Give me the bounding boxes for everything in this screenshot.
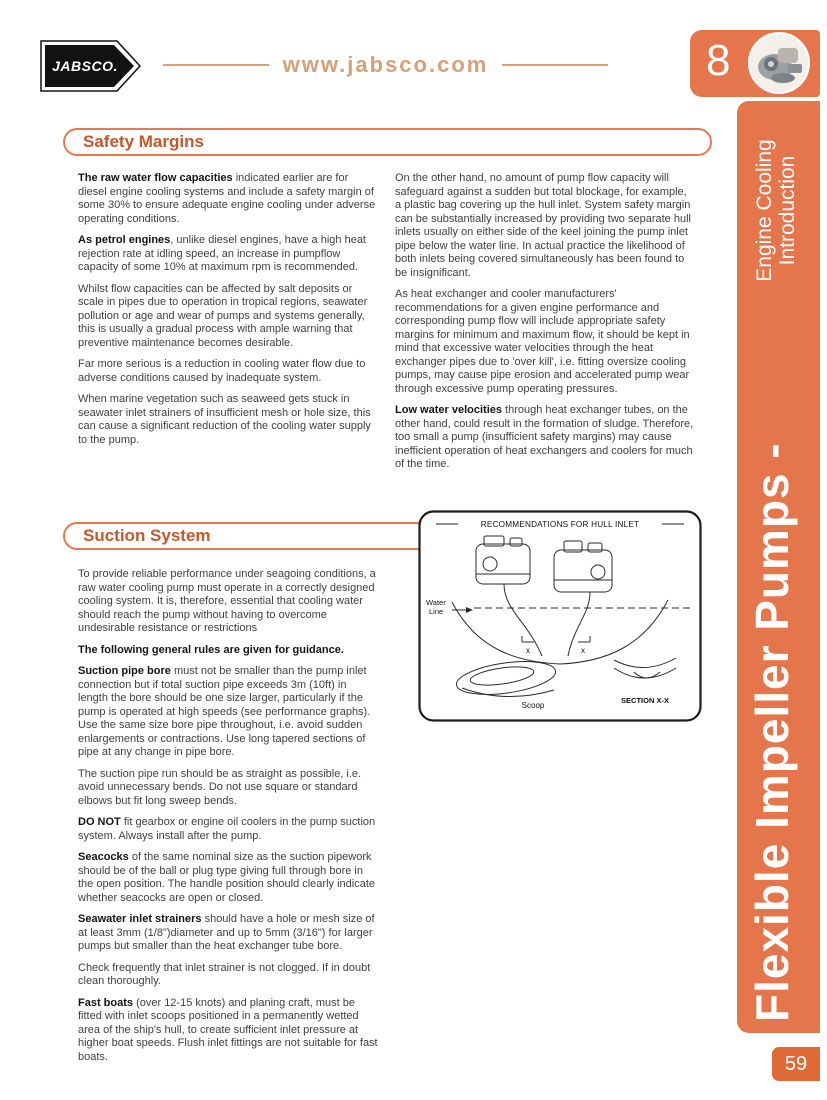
paragraph-text: Check frequently that inlet strainer is not clogged. If in doubt clean thoroughly. [78,961,371,987]
chapter-box [690,30,820,97]
paragraph [78,283,378,351]
paragraph-lead: Seawater inlet strainers [78,913,202,925]
paragraph [78,997,378,1065]
paragraph-text: When marine vegetation such as seaweed gets stuck in seawater inlet strainers of insufficient mesh or hole size, this can cause a significant reduction of the cooling water supply to the pump. [78,393,371,446]
paragraph-text: must not be smaller than the pump inlet connection but if total suction pipe exceeds 3m (10ft) in length the bore should be one size larger, particularly if the pump is operated at high speeds (see performance graphs). Use the same size bore pipe throughout, i.e. avoid sudden enlargements or contractions. Use long tapered sections of pipe at any change in pipe bore. [78,665,371,758]
section-header-safety [63,128,712,156]
paragraph-text: As heat exchanger and cooler manufacturers' recommendations for a given engine performance and corresponding pump flow will include appropriate safety margins for minimum and maximum flow, it should be kept in mind that excessive water velocities through the heat exchanger pipes due to 'over kill', i.e. fitting oversize cooling pumps, may cause pipe erosion and accelerated pump wear through excessive pump operating pressures. [395,288,690,395]
pump-photo [748,32,810,94]
safety-left-column [78,172,378,455]
paragraph-text: The suction pipe run should be as straight as possible, i.e. avoid unnecessary bends. Do not use square or standard elbows but fit long sweep bends. [78,767,362,807]
page-number-badge: 59 [772,1047,820,1081]
paragraph [78,962,378,989]
scoop-label: Scoop [521,701,545,710]
paragraph [78,851,378,905]
paragraph [78,644,378,658]
section-x-x-label: SECTION X-X [621,696,669,705]
paragraph-lead: DO NOT [78,816,121,828]
jabsco-logo-text: JABSCO. [52,58,118,74]
paragraph [395,288,695,396]
sidebar-title: Flexible Impeller Pumps - [746,442,798,1022]
paragraph [78,665,378,760]
paragraph [395,404,695,472]
pump-photo-icon [750,34,808,92]
paragraph [78,358,378,385]
paragraph-text: Far more serious is a reduction in cooling water flow due to adverse conditions caused by inadequate system. [78,358,366,384]
x-marker-left: x [526,646,530,655]
paragraph-text: , unlike diesel engines, have a high heat rejection rate at idling speed, an increase in pumpflow capacity of some 10% at maximum rpm is recommended. [78,234,366,273]
paragraph-text: through heat exchanger tubes, on the other hand, could result in the formation of sludge. Therefore, too small a pump (insufficient safety margins) may cause inefficient operation of heat exchangers and coolers for much of the time. [395,404,694,470]
paragraph-text: indicated earlier are for diesel engine cooling systems and include a safety margin of some 30% to ensure adequate engine cooling under adverse operating conditions. [78,172,376,225]
paragraph [78,568,378,636]
sidebar-subtitle-line2: Introduction [776,155,799,266]
paragraph-lead: As petrol engines [78,234,171,246]
water-line-label-1: Water [426,598,446,607]
paragraph [78,393,378,447]
suction-left-column [78,568,378,1072]
paragraph-lead: The raw water flow capacities [78,172,233,184]
paragraph-lead: The following general rules are given for guidance. [78,643,344,656]
water-line-label-2: Line [429,607,444,616]
safety-right-column [395,172,695,480]
website-row [163,52,608,78]
paragraph-text: To provide reliable performance under seagoing conditions, a raw water cooling pump must operate in a correctly designed cooling system. It is, therefore, essential that cooling water should reach the pump without having to overcome undesirable resistance or restrictions [78,568,376,634]
sidebar-subtitle-line1: Engine Cooling [753,139,776,282]
website-rule-right [502,64,608,66]
paragraph-text: of the same nominal size as the suction pipework should be of the ball or plug type giving full through bore in the open position. The handle position should clearly indicate whether seacocks are open or closed. [78,851,375,904]
paragraph [395,172,695,280]
website-text: www.jabsco.com [282,52,489,77]
paragraph [78,768,378,809]
x-marker-right: x [581,646,585,655]
paragraph-text: Whilst flow capacities can be affected by salt deposits or scale in pipes due to operation in tropical regions, seawater pollution or age and wear of pumps and systems generally, this is usually a gradual process with ample warning that preventive maintenance becomes desirable. [78,282,368,349]
section-title-suction: Suction System [83,526,211,545]
paragraph-text: (over 12-15 knots) and planing craft, must be fitted with inlet scoops positioned in a permanently wetted area of the ship's hull, to create sufficient inlet pressure at higher boat speeds. Flush inlet fittings are not suitable for fast boats. [78,996,378,1063]
hull-inlet-diagram-drawing [418,510,702,722]
paragraph-lead: Seacocks [78,851,129,863]
hull-inlet-diagram [418,510,702,722]
paragraph [78,172,378,226]
website-rule-left [163,64,269,66]
paragraph-lead: Low water velocities [395,404,502,416]
jabsco-logo [40,40,142,92]
paragraph-lead: Suction pipe bore [78,665,171,677]
section-header-suction [63,522,431,550]
paragraph [78,234,378,275]
diagram-title: RECOMMENDATIONS FOR HULL INLET [480,520,640,529]
jabsco-logo-icon [40,40,142,92]
section-title-safety: Safety Margins [83,132,204,151]
paragraph [78,913,378,954]
sidebar-subtitle [753,103,799,318]
paragraph-lead: Fast boats [78,996,134,1009]
paragraph-text: should have a hole or mesh size of at least 3mm (1/8")diameter and up to 5mm (3/16") for larger pumps but smaller than the heat exchanger tube bore. [78,913,375,952]
paragraph-text: fit gearbox or engine oil coolers in the pump suction system. Always install after the pump. [78,816,376,842]
paragraph-text: On the other hand, no amount of pump flow capacity will safeguard against a sudden but total blockage, for example, a plastic bag covering up the hull inlet. System safety margin can be substantially increased by providing two separate hull inlets usually on either side of the keel joining the pump inlet pipe below the water line. In actual practice the likelihood of both inlets being covered simultaneously has been found to be insignificant. [395,172,691,279]
chapter-number: 8 [706,36,731,85]
paragraph [78,816,378,843]
